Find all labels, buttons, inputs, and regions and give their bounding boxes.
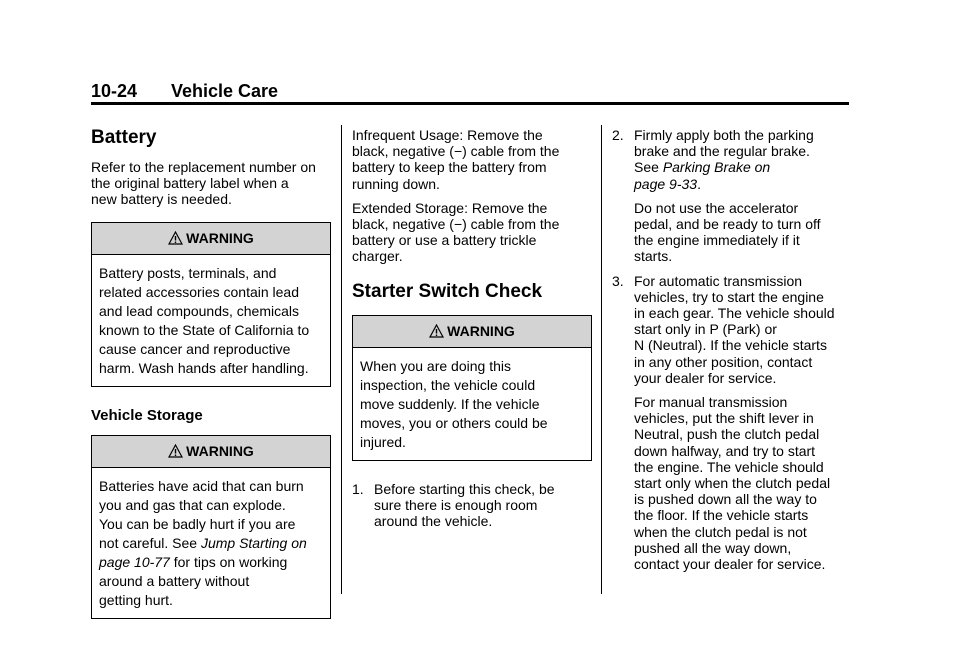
warning-body	[92, 255, 330, 386]
warning-triangle-icon	[168, 231, 183, 245]
starter-switch-heading: Starter Switch Check	[352, 280, 543, 302]
text-line: running down.	[352, 175, 440, 192]
battery-heading: Battery	[91, 127, 157, 148]
text-line: black, negative (−) cable from the	[352, 143, 560, 160]
text-line: start only when the clutch pedal	[634, 475, 831, 492]
step-3-para-2	[634, 394, 852, 572]
text-line: is pushed down all the way to	[634, 491, 817, 508]
text-line: sure there is enough room	[374, 496, 538, 513]
step-1	[352, 481, 592, 530]
text-line: inspection, the vehicle could	[360, 376, 536, 393]
warning-label: WARNING	[186, 230, 254, 246]
text-line: contact your dealer for service.	[634, 556, 826, 573]
step-2-para-1	[634, 127, 852, 192]
extended-storage-paragraph	[352, 200, 592, 265]
battery-paragraph	[91, 159, 331, 208]
vehicle-storage-heading: Vehicle Storage	[91, 406, 203, 424]
column-1	[91, 127, 331, 639]
text-line: getting hurt.	[99, 591, 173, 608]
warning-header	[92, 223, 330, 255]
step-number: 2.	[612, 127, 624, 143]
text-line: Batteries have acid that can burn	[99, 477, 304, 494]
text-line	[99, 534, 323, 553]
step-3-para-1	[634, 273, 852, 386]
warning-triangle-icon	[429, 324, 444, 338]
text-line: you and gas that can explode.	[99, 496, 286, 513]
text-line: Do not use the accelerator	[634, 199, 799, 216]
text-segment: for tips on working	[169, 553, 288, 570]
section-title: Vehicle Care	[171, 81, 279, 101]
warning-triangle-icon	[168, 444, 183, 458]
step-number: 1.	[352, 480, 364, 497]
text-line: cause cancer and reproductive	[99, 340, 291, 357]
text-line: in any other position, contact	[634, 353, 813, 370]
text-line: your dealer for service.	[634, 369, 777, 386]
column-divider-2	[601, 125, 602, 594]
warning-header	[92, 436, 330, 468]
text-line: Neutral, push the clutch pedal	[634, 426, 820, 443]
text-line: When you are doing this	[360, 357, 511, 374]
warning-header	[353, 316, 591, 348]
text-segment: .	[697, 175, 701, 192]
step-2-para-2	[634, 200, 852, 265]
text-line: Refer to the replacement number on	[91, 159, 316, 175]
warning-box-inspection	[352, 315, 592, 461]
text-line: new battery is needed.	[91, 191, 232, 208]
text-line: vehicles, put the shift lever in	[634, 410, 814, 427]
text-line: N (Neutral). If the vehicle starts	[634, 337, 827, 354]
warning-body	[353, 348, 591, 460]
text-line: and lead compounds, chemicals	[99, 302, 300, 319]
text-line: brake and the regular brake.	[634, 143, 810, 160]
jump-starting-page-link[interactable]: page 10-77	[99, 553, 170, 570]
column-2	[352, 127, 592, 537]
column-divider-1	[341, 125, 342, 594]
text-line: in each gear. The vehicle should	[634, 305, 835, 322]
text-line: down halfway, and try to start	[634, 442, 816, 459]
column-3	[612, 127, 852, 580]
text-line: Extended Storage: Remove the	[352, 199, 548, 216]
text-line: pedal, and be ready to turn off	[634, 216, 821, 233]
text-line: the engine immediately if it	[634, 232, 800, 249]
jump-starting-link[interactable]: Jump Starting on	[200, 534, 307, 551]
text-line: battery to keep the battery from	[352, 159, 547, 176]
step-2	[612, 127, 852, 265]
header-rule	[91, 102, 849, 105]
page-header	[91, 80, 278, 102]
text-line: the floor. If the vehicle starts	[634, 507, 809, 524]
text-line: related accessories contain lead	[99, 283, 300, 300]
text-line: when the clutch pedal is not	[634, 523, 807, 540]
text-line: Firmly apply both the parking	[634, 127, 814, 143]
text-line: vehicles, try to start the engine	[634, 288, 824, 305]
warning-box-acid	[91, 435, 331, 619]
text-line: black, negative (−) cable from the	[352, 216, 560, 233]
text-segment: See	[634, 159, 663, 176]
text-line: around the vehicle.	[374, 513, 493, 530]
warning-label: WARNING	[447, 323, 515, 340]
text-line: injured.	[360, 433, 406, 450]
parking-brake-page-link[interactable]: page 9-33	[634, 175, 698, 192]
warning-body	[92, 468, 330, 618]
text-line	[634, 159, 852, 175]
text-segment: not careful. See	[99, 534, 201, 551]
parking-brake-link[interactable]: Parking Brake on	[662, 159, 771, 176]
step-3	[612, 273, 852, 573]
text-line	[634, 176, 852, 192]
text-line: around a battery without	[99, 572, 250, 589]
infrequent-usage-paragraph	[352, 127, 592, 192]
step-number: 3.	[612, 272, 624, 289]
text-line: For automatic transmission	[634, 272, 803, 289]
text-line: You can be badly hurt if you are	[99, 515, 296, 532]
warning-box-battery	[91, 222, 331, 387]
text-line: starts.	[634, 248, 673, 265]
text-line: the engine. The vehicle should	[634, 458, 824, 475]
text-line: start only in P (Park) or	[634, 321, 777, 338]
text-line: moves, you or others could be	[360, 414, 548, 431]
text-line: For manual transmission	[634, 394, 788, 411]
page-number: 10-24	[91, 81, 138, 101]
text-line: harm. Wash hands after handling.	[99, 359, 309, 376]
text-line	[99, 553, 323, 572]
text-line: Before starting this check, be	[374, 480, 555, 497]
text-line: Infrequent Usage: Remove the	[352, 127, 543, 143]
text-line: Battery posts, terminals, and	[99, 264, 277, 281]
text-line: move suddenly. If the vehicle	[360, 395, 540, 412]
text-line: known to the State of California to	[99, 321, 310, 338]
text-line: pushed all the way down,	[634, 539, 792, 556]
text-line: charger.	[352, 248, 403, 265]
text-line: the original battery label when a	[91, 175, 289, 192]
text-line: battery or use a battery trickle	[352, 232, 537, 249]
warning-label: WARNING	[186, 443, 254, 459]
